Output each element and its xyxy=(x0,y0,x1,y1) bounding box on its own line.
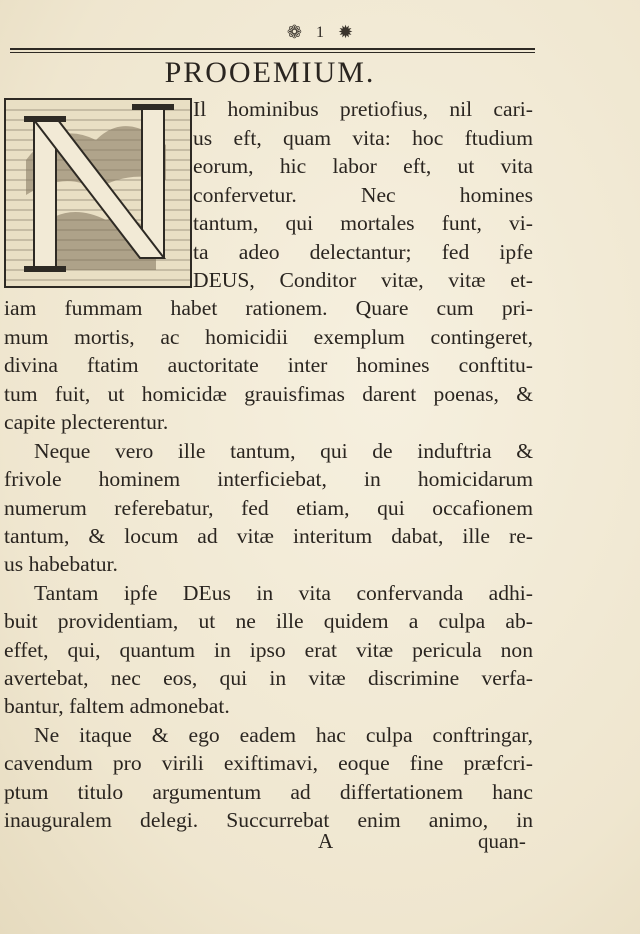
text-line: divina ftatim auctoritate inter homines conftitu- xyxy=(4,353,533,377)
text-line: confervetur. Nec homines xyxy=(193,183,533,207)
text-line: ptum titulo argumentum ad differtationem hanc xyxy=(4,780,533,804)
right-ornament-icon: ✹ xyxy=(338,22,354,42)
text-line: Il hominibus pretiofius, nil cari- xyxy=(193,97,533,121)
text-line: numerum referebatur, fed etiam, qui occafionem xyxy=(4,496,533,520)
text-line: Neque vero ille tantum, qui de induftria & xyxy=(34,439,533,463)
page-title: PROOEMIUM. xyxy=(164,56,376,89)
text-line: effet, qui, quantum in ipso erat vitæ pericula non xyxy=(4,638,533,662)
text-line: avertebat, nec eos, qui in vitæ discrimine verfa- xyxy=(4,666,533,690)
text-line: tum fuit, ut homicidæ grauisfimas darent poenas, & xyxy=(4,382,533,406)
text-line: eorum, hic labor eft, ut vita xyxy=(193,154,533,178)
text-line: capite plecterentur. xyxy=(4,410,169,434)
text-line: Tantam ipfe DEus in vita confervanda adhi- xyxy=(34,581,533,605)
left-ornament-icon: ❁ xyxy=(286,22,302,42)
text-line: Ne itaque & ego eadem hac culpa conftringar, xyxy=(34,723,533,747)
signature-mark: A xyxy=(318,829,334,853)
page-number: 1 xyxy=(316,23,324,41)
text-line: bantur, faltem admonebat. xyxy=(4,694,230,718)
text-line: frivole hominem interficiebat, in homicidarum xyxy=(4,467,533,491)
text-line: tantum, & locum ad vitæ interitum dabat, ille re- xyxy=(4,524,533,548)
text-line: us habebatur. xyxy=(4,552,118,576)
text-line: ta adeo delectantur; fed ipfe xyxy=(193,240,533,264)
text-line: DEUS, Conditor vitæ, vitæ et- xyxy=(193,268,533,292)
text-line: iam fummam habet rationem. Quare cum pri- xyxy=(4,296,533,320)
text-line: tantum, qui mortales funt, vi- xyxy=(193,211,533,235)
page-header xyxy=(0,22,640,50)
header-rule xyxy=(10,48,535,53)
text-line: cavendum pro virili exiftimavi, eoque fine præfcri- xyxy=(4,751,533,775)
text-line: buit providentiam, ut ne ille quidem a culpa ab- xyxy=(4,609,533,633)
catchword: quan- xyxy=(478,829,526,853)
text-line: inauguralem delegi. Succurrebat enim animo, in xyxy=(4,808,533,832)
text-line: us eft, quam vita: hoc ftudium xyxy=(193,126,533,150)
text-line: mum mortis, ac homicidii exemplum contingeret, xyxy=(4,325,533,349)
decorated-initial-n-icon xyxy=(4,98,192,288)
